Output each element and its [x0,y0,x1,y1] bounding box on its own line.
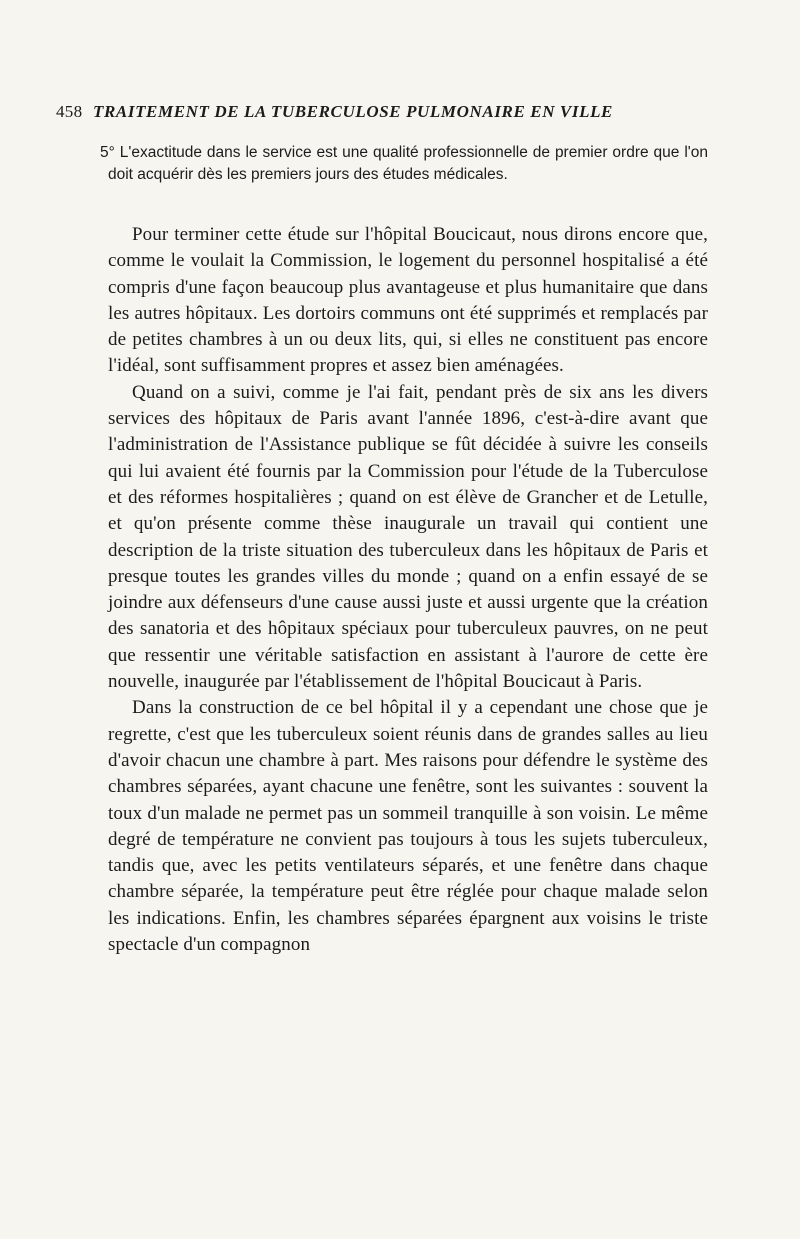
running-title: TRAITEMENT DE LA TUBERCULOSE PULMONAIRE EN VILLE [93,102,613,121]
paragraph: Pour terminer cette étude sur l'hôpital Boucicaut, nous dirons encore que, comme le voulait la Commission, le logement du personnel hospitalisé a été compris d'une façon beaucoup plus avantageuse et plus humanitaire que dans les autres hôpitaux. Les dortoirs communs ont été supprimés et remplacés par de petites chambres à un ou deux lits, qui, si elles ne constituent pas encore l'idéal, sont suffisamment propres et assez bien aménagées. [108,224,708,377]
numbered-note: 5° L'exactitude dans le service est une qualité professionnelle de premier ordre que l'on doit acquérir dès les premiers jours des études médicales. [100,144,708,183]
paragraph: Quand on a suivi, comme je l'ai fait, pendant près de six ans les divers services des hôpitaux de Paris avant l'année 1896, c'est-à-dire avant que l'administration de l'Assistance publique se fût décidée à suivre les conseils qui lui avaient été fournis par la Commission pour l'étude de la Tuberculose et des réformes hospitalières ; quand on est élève de Grancher et de Letulle, et qu'on présente comme thèse inaugurale un travail qui contient une description de la triste situation des tuberculeux dans les hôpitaux de Paris et presque toutes les grandes villes du monde ; quand on a enfin essayé de se joindre aux défenseurs d'une cause aussi juste et aussi urgente que la création des sanatoria et des hôpitaux spéciaux pour tuberculeux pauvres, on ne peut que ressentir une véritable satisfaction en assistant à l'aurore de cette ère nouvelle, inaugurée par l'établissement de l'hôpital Boucicaut à Paris. [108,381,708,693]
body-text [108,222,708,958]
paragraph: Dans la construction de ce bel hôpital il y a cependant une chose que je regrette, c'est que les tuberculeux soient réunis dans de grandes salles au lieu d'avoir chacun une chambre à part. Mes raisons pour défendre le système des chambres séparées, ayant chacune une fenêtre, sont les suivantes : souvent la toux d'un malade ne permet pas un sommeil tranquille à son voisin. Le même degré de température ne convient pas toujours à tous les sujets tuberculeux, tandis que, avec les petits ventilateurs séparés, et une fenêtre dans chaque chambre séparée, la température peut être réglée pour chaque malade selon les indications. Enfin, les chambres séparées épargnent aux voisins le triste spectacle d'un compagnon [108,697,708,956]
page-number: 458 [56,102,83,121]
